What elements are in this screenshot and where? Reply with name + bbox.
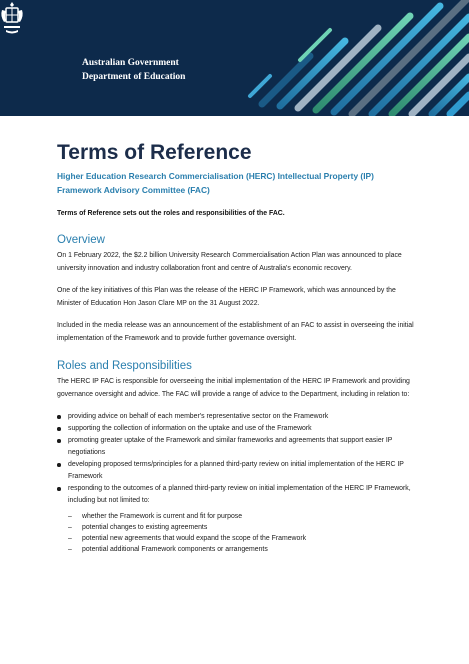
- subtitle-line-1: Higher Education Research Commercialisation (HERC) Intellectual Property (IP): [57, 171, 374, 181]
- intro-statement: Terms of Reference sets out the roles and responsibilities of the FAC.: [57, 210, 285, 217]
- overview-paragraph-1: On 1 February 2022, the $2.2 billion University Research Commercialisation Action Plan was announced to place university innovation and industry collaboration front and centre of Australia's economic recovery.: [57, 252, 402, 272]
- review-outcomes-sublist: [68, 511, 417, 555]
- page-title: Terms of Reference: [57, 141, 252, 164]
- list-item: promoting greater uptake of the Framework and similar frameworks and agreements that support easier IP negotiations: [57, 435, 417, 459]
- overview-heading: Overview: [57, 234, 105, 246]
- header-banner: [0, 0, 469, 116]
- gov-line-1: Australian Government: [82, 58, 179, 68]
- coat-of-arms-icon: [0, 0, 24, 36]
- list-item: developing proposed terms/principles for a planned third-party review on initial implementation of the HERC IP Framework: [57, 459, 417, 483]
- sub-list-item: – potential changes to existing agreements: [68, 522, 417, 533]
- list-item-with-sublist: [57, 483, 417, 555]
- decorative-stripes: [0, 0, 469, 116]
- page-subtitle: [57, 169, 417, 197]
- gov-line-2: Department of Education: [82, 72, 186, 82]
- list-item: supporting the collection of information on the uptake and use of the Framework: [57, 423, 417, 435]
- subtitle-line-2: Framework Advisory Committee (FAC): [57, 185, 210, 195]
- overview-paragraph-2: One of the key initiatives of this Plan was the release of the HERC IP Framework, which was announced by the Minister of Education Hon Jason Clare MP on the 31 August 2022.: [57, 287, 396, 307]
- sub-list-item: – potential new agreements that would expand the scope of the Framework: [68, 533, 417, 544]
- list-item-text: responding to the outcomes of a planned third-party review on initial implementation of the HERC IP Framework, including but not limited to:: [68, 485, 411, 504]
- sub-list-item: – potential additional Framework components or arrangements: [68, 544, 417, 555]
- roles-paragraph: The HERC IP FAC is responsible for overseeing the initial implementation of the HERC IP Framework and providing governance oversight and advice. The FAC will provide a range of advice to the Department, including in relation to:: [57, 378, 410, 398]
- document-body: [57, 140, 417, 555]
- government-logo-text: [82, 56, 185, 84]
- sub-list-item: – whether the Framework is current and fit for purpose: [68, 511, 417, 522]
- overview-paragraph-3: Included in the media release was an announcement of the establishment of an FAC to assist in overseeing the initial implementation of the Framework and to provide further governance oversight.: [57, 322, 414, 342]
- responsibilities-list: [57, 411, 417, 555]
- list-item: providing advice on behalf of each member's representative sector on the Framework: [57, 411, 417, 423]
- roles-heading: Roles and Responsibilities: [57, 360, 192, 372]
